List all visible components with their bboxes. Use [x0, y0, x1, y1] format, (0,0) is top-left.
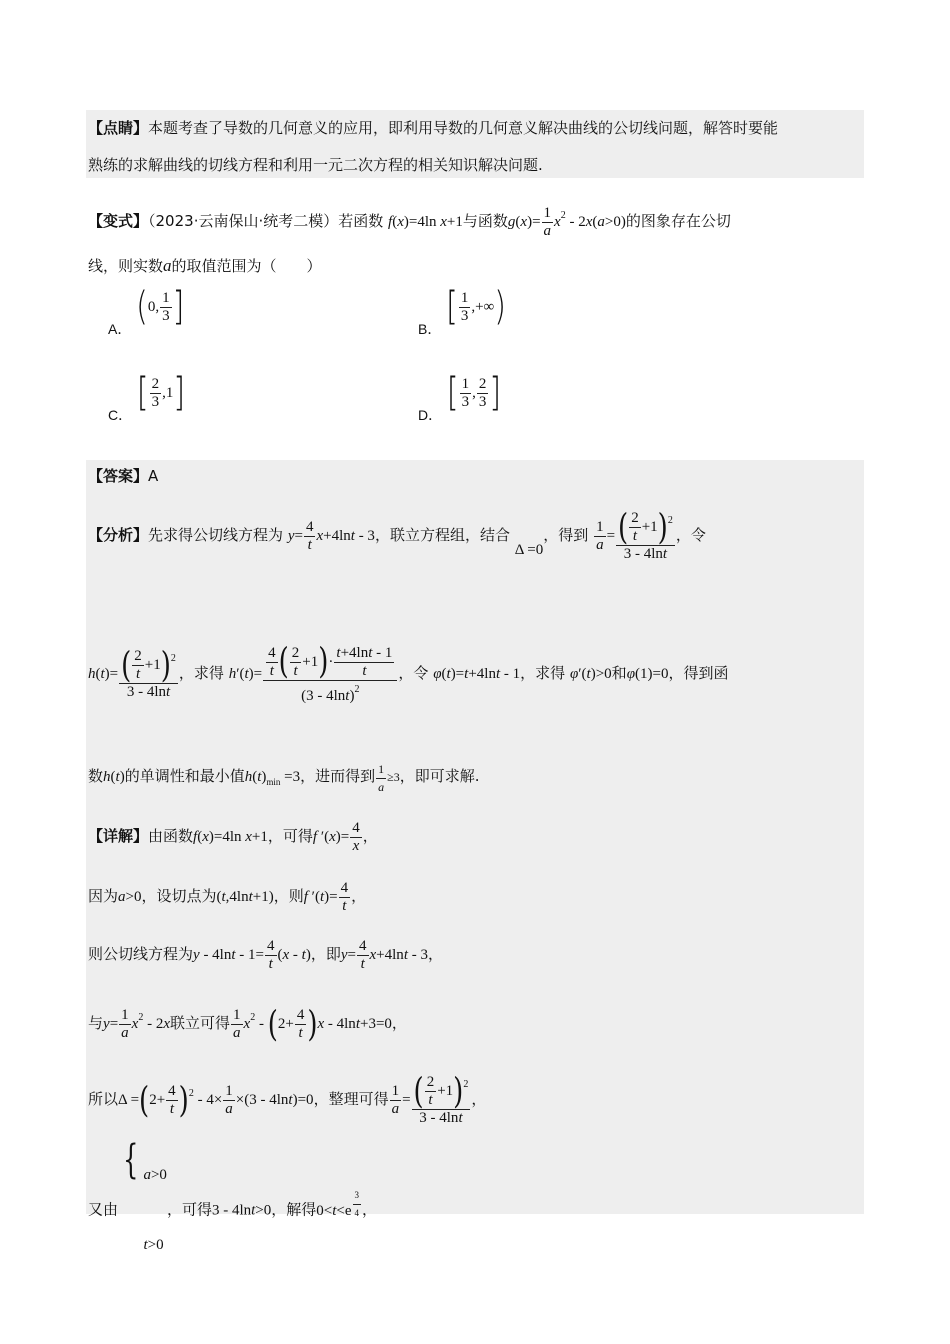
question-line2-tail: 的取值范围为（ ） — [171, 257, 322, 275]
detail-comma-2: ， — [351, 887, 367, 905]
question-text-3: 的图象存在公切 — [625, 212, 731, 230]
question-text-2: 与函数 — [462, 212, 508, 230]
tangent-line-formula: y= $\frac{4}{t}$ x+4lnt - 3 — [287, 519, 375, 554]
option-c-interval: [ $\frac{2}{3}$ ,1 ] — [136, 370, 186, 416]
detail-fx: f(x)=4ln x+1 — [193, 829, 268, 845]
question-line-2 — [88, 256, 322, 276]
option-a-interval: ( 0, $\frac{1}{3}$ ] — [136, 284, 185, 330]
h-of-t: h(t) — [103, 769, 125, 785]
note-tag: 【点睛】 — [88, 119, 149, 137]
answer-line — [88, 466, 158, 486]
detail-comma-3: ， — [427, 945, 443, 963]
answer-value: A — [148, 467, 159, 485]
detail-line-6 — [88, 1137, 378, 1280]
analysis-line-3 — [88, 758, 480, 800]
option-b-label: B． — [418, 321, 442, 337]
option-d[interactable] — [418, 370, 502, 423]
question-source: （2023·云南保山·统考二模） — [148, 212, 339, 230]
option-a-label: A． — [108, 321, 132, 337]
detail-line-5 — [88, 1056, 486, 1138]
positive-condition: 3 - 4lnt>0 — [211, 1202, 272, 1219]
conditions-system: { a>0 t>0 — [123, 1137, 167, 1253]
analysis-t2: ，联立方程组，结合 — [374, 526, 510, 544]
detail-l6a: 又由 — [88, 1200, 119, 1219]
analysis-t1: 先求得公切线方程为 — [148, 526, 284, 544]
option-d-label: D． — [418, 407, 443, 423]
f-prime-t: f ′(t)= $\frac{4}{t}$ — [303, 880, 349, 915]
quadratic-eq: $\frac{1}{a}$ $x^2 - (2+$ $\frac{4}{t}$ )x - 4lnt+3=0 — [233, 1004, 392, 1045]
note-text-2: 熟练的求解曲线的切线方程和利用一元二次方程的相关知识解决问题. — [88, 156, 543, 174]
detail-l5b: ，整理可得 — [313, 1090, 389, 1108]
option-b[interactable] — [418, 284, 506, 337]
analysis-t8: 和 — [611, 664, 627, 682]
delta-zero: Δ =0 — [514, 542, 544, 558]
tangent-eq-1: y - 4lnt - 1= $\frac{4}{t}$ (x - t) — [193, 938, 311, 973]
option-b-interval: [ $\frac{1}{3}$ ,+∞ ) — [446, 284, 506, 330]
detail-l3b: ，即 — [310, 945, 341, 963]
option-c-label: C． — [108, 407, 133, 423]
detail-l4a: 与 — [88, 1014, 104, 1032]
phi-prime-positive: φ′(t)>0 — [569, 666, 612, 682]
detail-l6c: ，解得 — [271, 1200, 317, 1219]
detail-line-4 — [88, 996, 407, 1046]
fx-formula: f(x)=4ln x+1 — [388, 214, 463, 230]
analysis-t10: 数 — [88, 767, 104, 785]
gx-formula: g(x)= $\frac{1}{a}$ $x^2 - 2x(a>0)$ — [507, 205, 626, 240]
detail-l4b: 联立可得 — [170, 1014, 231, 1032]
option-c[interactable] — [108, 370, 186, 423]
question-line-1 — [88, 202, 731, 240]
detail-one-over-a: $\frac{1}{a}$ = ( $\frac{2}{t}$ +1)$^2$ 3 - 4lnt — [391, 1071, 469, 1127]
tangent-eq-2: y= $\frac{4}{t}$ x+4lnt - 3 — [340, 938, 428, 973]
answer-tag: 【答案】 — [88, 467, 149, 485]
delta-formula: Δ =(2+ $\frac{4}{t}$ )$^2$ - 4× $\frac{1}{a}$ ×(3 - 4lnt)=0 — [118, 1080, 314, 1121]
question-text-1: 若函数 — [338, 212, 384, 230]
note-text-1: 本题考查了导数的几何意义的应用，即利用导数的几何意义解决曲线的公切线问题，解答时要能 — [148, 119, 779, 137]
note-line-2 — [88, 155, 543, 175]
analysis-t3: ，得到 — [543, 526, 589, 544]
detail-comma-6: ， — [362, 1200, 378, 1219]
analysis-t12: ，进而得到 — [300, 767, 376, 785]
detail-tag: 【详解】 — [88, 827, 149, 845]
analysis-tag: 【分析】 — [88, 526, 149, 544]
one-over-a-ge-3: $\frac{1}{a}$ ≥3 — [378, 761, 400, 794]
phi-one-zero: φ(1)=0 — [626, 666, 669, 682]
option-a[interactable] — [108, 284, 185, 337]
detail-line-2 — [88, 876, 366, 917]
analysis-t13: ，即可求解. — [399, 767, 480, 785]
detail-l2a: 因为 — [88, 887, 119, 905]
detail-l1a: 由函数 — [148, 827, 194, 845]
analysis-t5: ，求得 — [178, 664, 224, 682]
a-positive: a>0 — [118, 889, 142, 905]
analysis-t7: ，求得 — [520, 664, 566, 682]
detail-l6b: ，可得 — [166, 1200, 212, 1219]
tangent-point: (t,4lnt+1) — [216, 889, 274, 905]
h-min-formula: $h(t)_{min} =3$ — [244, 769, 301, 787]
detail-comma-5: ， — [471, 1090, 487, 1108]
var-a: a — [163, 256, 172, 275]
one-over-a-formula: $\frac{1}{a}$ = ( $\frac{2}{t}$ +1)$^2$ 3 - 4lnt — [596, 507, 673, 563]
curve-g: y= $\frac{1}{a}$ $x^2 - 2x$ — [103, 1007, 170, 1042]
analysis-t4: ，令 — [675, 526, 706, 544]
analysis-t6: ，令 — [398, 664, 429, 682]
h-formula: h(t)= ( $\frac{2}{t}$ +1)$^2$ 3 - 4lnt — [88, 645, 176, 701]
detail-comma-4: ， — [391, 1014, 407, 1032]
detail-l5a: 所以 — [88, 1090, 119, 1108]
t-range: 0<t<e $^{\frac{3}{4}}$ — [316, 1203, 362, 1219]
analysis-t11: 的单调性和最小值 — [124, 767, 245, 785]
note-line-1 — [88, 118, 778, 138]
detail-l3a: 则公切线方程为 — [88, 945, 194, 963]
analysis-line-2 — [88, 628, 728, 719]
detail-comma-1: ， — [362, 827, 378, 845]
detail-line-3 — [88, 934, 443, 975]
phi-formula: φ(t)=t+4lnt - 1 — [433, 666, 521, 682]
detail-l2c: ，则 — [273, 887, 304, 905]
detail-f-prime: f ′(x)= $\frac{4}{x}$ — [312, 820, 360, 855]
detail-l2b: ，设切点为 — [141, 887, 217, 905]
detail-line-1 — [88, 816, 378, 857]
analysis-t9: ，得到函 — [668, 664, 729, 682]
option-d-interval: [ $\frac{1}{3}$ , $\frac{2}{3}$ ] — [446, 370, 502, 416]
question-line2-text: 线，则实数 — [88, 257, 164, 275]
detail-l1b: ，可得 — [267, 827, 313, 845]
analysis-line-1 — [88, 500, 706, 571]
h-prime-formula: h′(t)= $\frac{4}{t}$ ( $\frac{2}{t}$ +1)· $\frac{t+4\ln t - 1}{t}$ (3 - 4lnt)$^2$ — [229, 666, 399, 682]
question-tag: 【变式】 — [88, 212, 149, 230]
